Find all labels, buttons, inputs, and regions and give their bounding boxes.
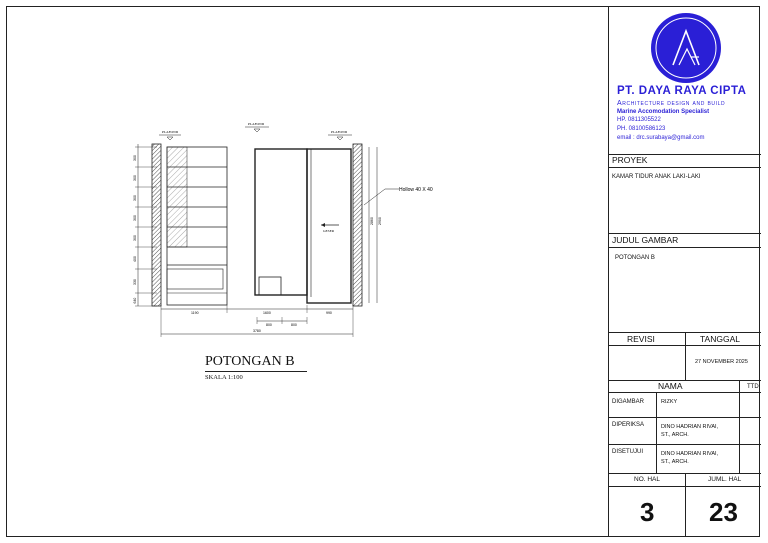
divider: [609, 444, 761, 445]
hollow-leader: [364, 187, 433, 205]
ttd-label: TTD: [747, 384, 759, 390]
disetujui-value-2: ST., ARCH.: [661, 459, 689, 465]
divider: [609, 247, 761, 248]
tanggal-label: TANGGAL: [700, 334, 740, 344]
svg-text:800: 800: [266, 323, 272, 327]
company-tagline: Architecture design and build: [617, 100, 726, 107]
judul-label: JUDUL GAMBAR: [612, 235, 679, 245]
svg-text:Hollow 40 X 40: Hollow 40 X 40: [399, 187, 433, 193]
svg-text:990: 990: [326, 311, 332, 315]
digambar-value: RIZKY: [661, 399, 678, 405]
disetujui-value-1: DINO HADRIAN RIVAI,: [661, 451, 719, 457]
dimension-label: 330: [133, 279, 137, 285]
nama-label: NAMA: [658, 381, 683, 391]
dimension-label: 300: [133, 235, 137, 241]
dimension-label: 300: [133, 195, 137, 201]
divider: [685, 332, 686, 380]
company-name: PT. DAYA RAYA CIPTA: [617, 85, 747, 97]
company-hp: HP. 0811305522: [617, 117, 661, 123]
svg-text:GESER: GESER: [323, 229, 335, 233]
dimension-label: 300: [133, 155, 137, 161]
svg-text:2860: 2860: [370, 217, 374, 225]
drawing-title-underline: [205, 371, 307, 372]
plafond-marker-center: [245, 122, 269, 132]
diperiksa-label: DIPERIKSA: [612, 422, 645, 428]
drawing-sheet: [6, 6, 760, 537]
bottom-dimension-chain: [161, 305, 353, 337]
svg-text:800: 800: [291, 323, 297, 327]
digambar-label: DIGAMBAR: [612, 399, 645, 405]
svg-text:3780: 3780: [253, 329, 261, 333]
sliding-door: [255, 149, 351, 303]
company-specialist: Marine Accomodation Specialist: [617, 109, 710, 115]
jumlah-hal-value: 23: [709, 497, 738, 527]
disetujui-label: DISETUJUI: [612, 449, 644, 455]
tanggal-value: 27 NOVEMBER 2025: [695, 359, 748, 365]
proyek-value: KAMAR TIDUR ANAK LAKI-LAKI: [612, 174, 701, 180]
right-wall: [353, 144, 362, 306]
drawing-area: [7, 7, 608, 536]
svg-text:1190: 1190: [191, 311, 199, 315]
title-block: [608, 7, 761, 536]
no-hal-value: 3: [640, 497, 655, 527]
svg-text:PLAFOND: PLAFOND: [162, 130, 179, 134]
right-dimension-chain: [369, 147, 382, 303]
plafond-marker-right: [328, 130, 352, 140]
company-email: email : drc.surabaya@gmail.com: [617, 135, 705, 141]
svg-text:1600: 1600: [263, 311, 271, 315]
dimension-label: 300: [133, 175, 137, 181]
plafond-marker-left: [159, 130, 181, 140]
diperiksa-value-1: DINO HADRIAN RIVAI,: [661, 424, 719, 430]
divider: [609, 417, 761, 418]
diperiksa-value-2: ST., ARCH.: [661, 432, 689, 438]
company-logo: [651, 13, 721, 83]
judul-value: POTONGAN B: [615, 255, 655, 261]
logo-mark-icon: [651, 13, 721, 83]
svg-text:2900: 2900: [378, 217, 382, 225]
jumlah-hal-label: JUML. HAL: [708, 476, 742, 483]
no-hal-label: NO. HAL: [634, 476, 661, 483]
svg-text:PLAFOND: PLAFOND: [248, 122, 265, 126]
divider: [739, 380, 740, 473]
divider: [609, 345, 761, 346]
left-wall: [152, 144, 161, 306]
dimension-label: 400: [133, 256, 137, 262]
divider: [609, 167, 761, 168]
dimension-label: 640: [133, 297, 137, 304]
company-header: [609, 7, 761, 155]
drawing-scale: SKALA 1:100: [205, 374, 243, 381]
divider: [609, 233, 761, 234]
company-ph: PH. 08100586123: [617, 126, 666, 132]
divider: [609, 486, 761, 487]
section-drawing: [7, 7, 608, 536]
proyek-label: PROYEK: [612, 155, 648, 165]
geser-arrow: [321, 223, 339, 233]
revisi-label: REVISI: [627, 334, 655, 344]
svg-text:PLAFOND: PLAFOND: [331, 130, 348, 134]
drawing-title: POTONGAN B: [205, 354, 295, 369]
divider: [656, 392, 657, 473]
wardrobe-cabinet: [167, 147, 227, 305]
dimension-label: 300: [133, 215, 137, 221]
divider: [685, 473, 686, 536]
